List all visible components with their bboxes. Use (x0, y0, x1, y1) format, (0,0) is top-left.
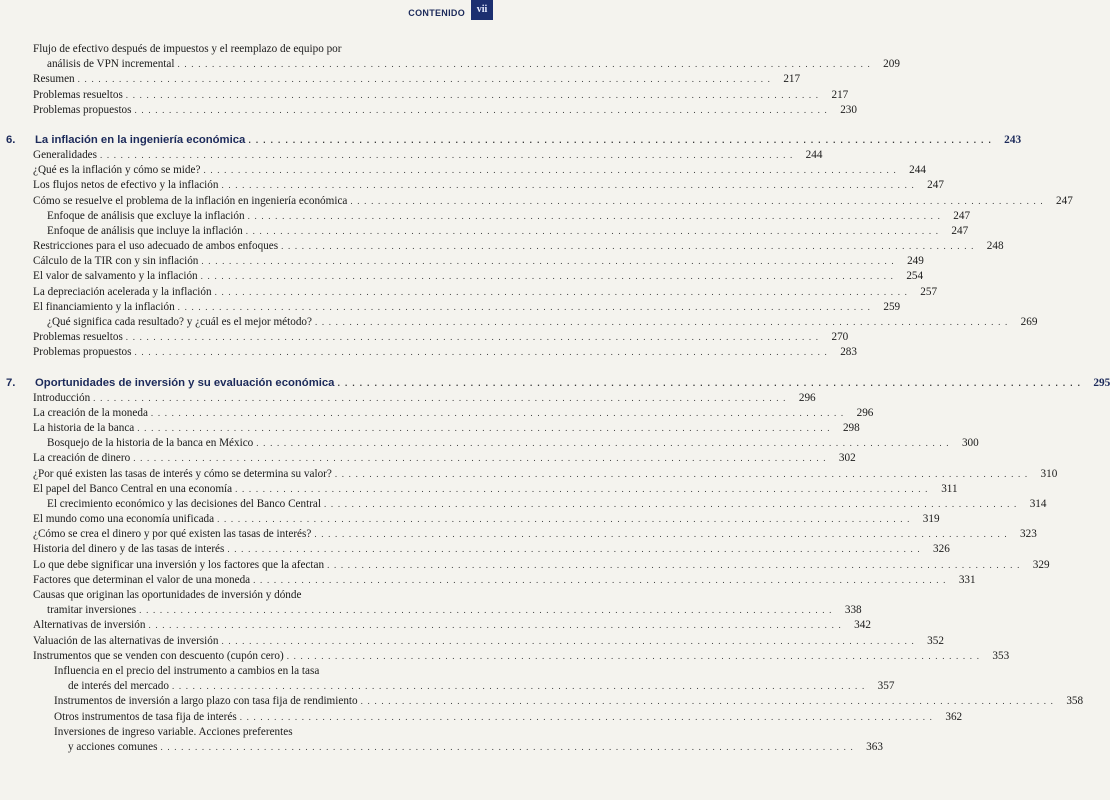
entry-title: Lo que debe significar una inversión y los factores que la afectan (33, 558, 325, 571)
toc-group-chapter-7 (0, 391, 1084, 756)
entry-title: Problemas resueltos (33, 331, 123, 344)
chapter-7-heading[interactable] (0, 375, 1110, 391)
entry-page: 254 (906, 270, 924, 283)
entry-title: ¿Cómo se crea el dinero y por qué existen las tasas de interés? (33, 528, 312, 541)
dot-leader (178, 57, 871, 72)
entry-title: Instrumentos de inversión a largo plazo con tasa fija de rendimiento (54, 695, 358, 708)
toc-entry[interactable] (0, 194, 1073, 209)
dot-leader (256, 436, 949, 451)
toc-entry[interactable] (0, 300, 901, 315)
toc-entry[interactable] (0, 588, 502, 603)
entry-title: La depreciación acelerada y la inflación (33, 285, 212, 298)
dot-leader (100, 148, 793, 163)
entry-page: 249 (907, 255, 924, 268)
entry-title: Enfoque de análisis que excluye la inflación (47, 209, 245, 222)
entry-page: 247 (927, 179, 944, 192)
toc-entry[interactable] (0, 649, 1010, 664)
dot-leader (324, 497, 1017, 512)
entry-page: 217 (831, 88, 849, 101)
dot-leader (160, 740, 853, 755)
toc-entry[interactable] (0, 148, 823, 163)
entry-page: 283 (840, 346, 857, 359)
entry-page: 302 (838, 452, 856, 465)
chapter-title: La inflación en la ingeniería económica (35, 133, 246, 146)
toc-entry[interactable] (0, 254, 924, 269)
table-of-contents (0, 42, 1110, 755)
dot-leader (217, 512, 910, 527)
entry-title: ¿Por qué existen las tasas de interés y cómo se determina su valor? (33, 467, 332, 480)
entry-title: Bosquejo de la historia de la banca en México (47, 437, 254, 450)
toc-entry[interactable] (0, 239, 1004, 254)
toc-entry[interactable] (0, 224, 969, 239)
entry-page: 296 (798, 391, 816, 404)
dot-leader (135, 345, 828, 360)
entry-title: Cómo se resuelve el problema de la inflación en ingeniería económica (33, 194, 348, 207)
entry-page: 247 (1056, 194, 1073, 207)
entry-title: análisis de VPN incremental (47, 58, 175, 71)
entry-title: Influencia en el precio del instrumento a cambios en la tasa (54, 664, 320, 677)
entry-title: Enfoque de análisis que incluye la inflación (47, 224, 243, 237)
toc-entry[interactable] (0, 679, 895, 694)
entry-page: 247 (953, 209, 971, 222)
dot-leader (253, 573, 946, 588)
dot-leader (137, 421, 830, 436)
toc-entry[interactable] (0, 694, 1084, 709)
dot-leader (151, 406, 844, 421)
toc-entry[interactable] (0, 618, 871, 633)
toc-entry[interactable] (0, 710, 963, 725)
dot-leader (203, 163, 896, 178)
entry-page: 244 (805, 148, 823, 161)
entry-page: 298 (842, 421, 860, 434)
entry-title: ¿Qué es la inflación y cómo se mide? (33, 164, 201, 177)
toc-entry[interactable] (0, 497, 1047, 512)
toc-entry[interactable] (0, 512, 940, 527)
entry-page: 257 (920, 285, 938, 298)
entry-page: 230 (840, 103, 857, 116)
toc-entry[interactable] (0, 345, 857, 360)
entry-page: 353 (992, 649, 1010, 662)
dot-leader (235, 482, 928, 497)
toc-entry[interactable] (0, 664, 502, 679)
toc-entry[interactable] (0, 103, 857, 118)
dot-leader (314, 527, 1007, 542)
entry-page: 363 (866, 740, 883, 753)
toc-entry[interactable] (0, 542, 950, 557)
entry-title: La historia de la banca (33, 421, 135, 434)
dot-leader (287, 649, 980, 664)
chapter-title: Oportunidades de inversión y su evaluación económica (35, 376, 335, 389)
toc-entry[interactable] (0, 88, 849, 103)
toc-entry[interactable] (0, 725, 502, 740)
toc-entry[interactable] (0, 42, 502, 57)
entry-title: Los flujos netos de efectivo y la inflación (33, 179, 219, 192)
entry-page: 259 (883, 300, 901, 313)
entry-title: y acciones comunes (68, 740, 158, 753)
entry-title: Historia del dinero y de las tasas de interés (33, 543, 225, 556)
toc-group-chapter-6 (0, 148, 1073, 361)
entry-title: Generalidades (33, 148, 97, 161)
entry-title: El financiamiento y la inflación (33, 300, 175, 313)
toc-entry[interactable] (0, 285, 938, 300)
entry-title: Restricciones para el uso adecuado de ambos enfoques (33, 240, 279, 253)
dot-leader (361, 694, 1054, 709)
toc-entry[interactable] (0, 269, 924, 284)
dot-leader (240, 710, 933, 725)
toc-entry[interactable] (0, 178, 944, 193)
dot-leader (78, 72, 771, 87)
dot-leader (281, 239, 974, 254)
entry-page: 217 (783, 73, 801, 86)
toc-entry[interactable] (0, 467, 1058, 482)
entry-title: ¿Qué significa cada resultado? y ¿cuál es el mejor método? (47, 316, 312, 328)
toc-entry[interactable] (0, 57, 900, 72)
dot-leader (337, 375, 1081, 391)
entry-title: El crecimiento económico y las decisiones del Banco Central (47, 497, 322, 510)
entry-title: Alternativas de inversión (33, 619, 146, 632)
entry-title: El papel del Banco Central en una economía (33, 482, 233, 495)
toc-group-chapter-5-tail (0, 42, 900, 118)
entry-page: 310 (1040, 467, 1058, 480)
dot-leader (178, 300, 871, 315)
entry-page: 270 (831, 331, 849, 344)
dot-leader (248, 209, 941, 224)
toc-entry[interactable] (0, 406, 874, 421)
dot-leader (248, 132, 992, 148)
dot-leader (172, 679, 865, 694)
entry-title: Inversiones de ingreso variable. Acciones preferentes (54, 725, 293, 738)
entry-page: 209 (883, 58, 900, 71)
toc-entry[interactable] (0, 527, 1037, 542)
toc-entry[interactable] (0, 573, 976, 588)
toc-entry[interactable] (0, 436, 979, 451)
entry-title: Flujo de efectivo después de impuestos y el reemplazo de equipo por (33, 43, 342, 55)
dot-leader (148, 618, 841, 633)
entry-title: La creación de dinero (33, 452, 131, 465)
chapter-number: 7. (6, 376, 16, 389)
dot-leader (133, 451, 826, 466)
entry-page: 358 (1066, 695, 1084, 708)
entry-page: 352 (927, 634, 944, 647)
entry-page: 269 (1020, 316, 1038, 328)
toc-entry[interactable] (0, 482, 958, 497)
entry-title: Resumen (33, 73, 75, 86)
dot-leader (126, 330, 819, 345)
entry-page: 342 (854, 619, 871, 632)
dot-leader (246, 224, 939, 239)
entry-page: 247 (951, 224, 969, 237)
entry-title: Problemas resueltos (33, 88, 123, 101)
dot-leader (221, 634, 914, 649)
running-header (0, 0, 527, 24)
toc-entry[interactable] (0, 209, 971, 224)
entry-title: El mundo como una economía unificada (33, 513, 215, 526)
entry-title: El valor de salvamento y la inflación (33, 270, 198, 283)
toc-entry[interactable] (0, 330, 849, 345)
entry-page: 326 (933, 543, 950, 556)
section-label: CONTENIDO (408, 8, 465, 18)
dot-leader (221, 178, 914, 193)
dot-leader (227, 542, 920, 557)
entry-page: 244 (909, 164, 926, 177)
toc-entry[interactable] (0, 634, 944, 649)
dot-leader (350, 194, 1043, 209)
dot-leader (139, 603, 832, 618)
entry-page: 329 (1032, 558, 1050, 571)
entry-title: La creación de la moneda (33, 406, 148, 419)
page-number: vii (471, 0, 493, 20)
chapter-6-heading[interactable] (0, 132, 1022, 148)
chapter-number: 6. (6, 133, 16, 146)
toc-entry[interactable] (0, 603, 862, 618)
entry-page: 314 (1029, 497, 1047, 510)
dot-leader (327, 558, 1020, 573)
entry-title: Instrumentos que se venden con descuento (cupón cero) (33, 649, 284, 662)
dot-leader (315, 315, 1008, 330)
dot-leader (93, 391, 786, 406)
entry-title: Otros instrumentos de tasa fija de interés (54, 710, 237, 723)
dot-leader (135, 103, 828, 118)
entry-page: 300 (961, 437, 979, 450)
toc-entry[interactable] (0, 72, 801, 87)
entry-title: de interés del mercado (68, 680, 169, 693)
entry-page: 357 (877, 680, 895, 693)
dot-leader (201, 254, 894, 269)
entry-title: Causas que originan las oportunidades de inversión y dónde (33, 589, 302, 601)
entry-page: 338 (844, 604, 862, 617)
entry-page: 311 (941, 482, 958, 495)
entry-title: tramitar inversiones (47, 604, 137, 617)
entry-page: 248 (986, 240, 1004, 253)
dot-leader (126, 88, 819, 103)
entry-title: Introducción (33, 391, 91, 404)
entry-page: 362 (945, 710, 963, 723)
toc-entry[interactable] (0, 558, 1050, 573)
dot-leader (215, 285, 908, 300)
entry-title: Cálculo de la TIR con y sin inflación (33, 255, 199, 268)
entry-title: Problemas propuestos (33, 346, 132, 359)
toc-entry[interactable] (0, 315, 1038, 330)
entry-page: 331 (958, 573, 976, 586)
entry-title: Valuación de las alternativas de inversión (33, 634, 219, 647)
chapter-page: 243 (1004, 133, 1022, 146)
entry-page: 296 (856, 406, 874, 419)
toc-entry[interactable] (0, 163, 926, 178)
dot-leader (201, 269, 894, 284)
entry-page: 323 (1020, 528, 1037, 541)
toc-entry[interactable] (0, 451, 856, 466)
entry-title: Factores que determinan el valor de una moneda (33, 573, 251, 586)
toc-entry[interactable] (0, 421, 860, 436)
entry-title: Problemas propuestos (33, 103, 132, 116)
toc-entry[interactable] (0, 740, 883, 755)
chapter-page: 295 (1093, 376, 1110, 389)
dot-leader (335, 467, 1028, 482)
entry-page: 319 (922, 513, 940, 526)
toc-entry[interactable] (0, 391, 816, 406)
